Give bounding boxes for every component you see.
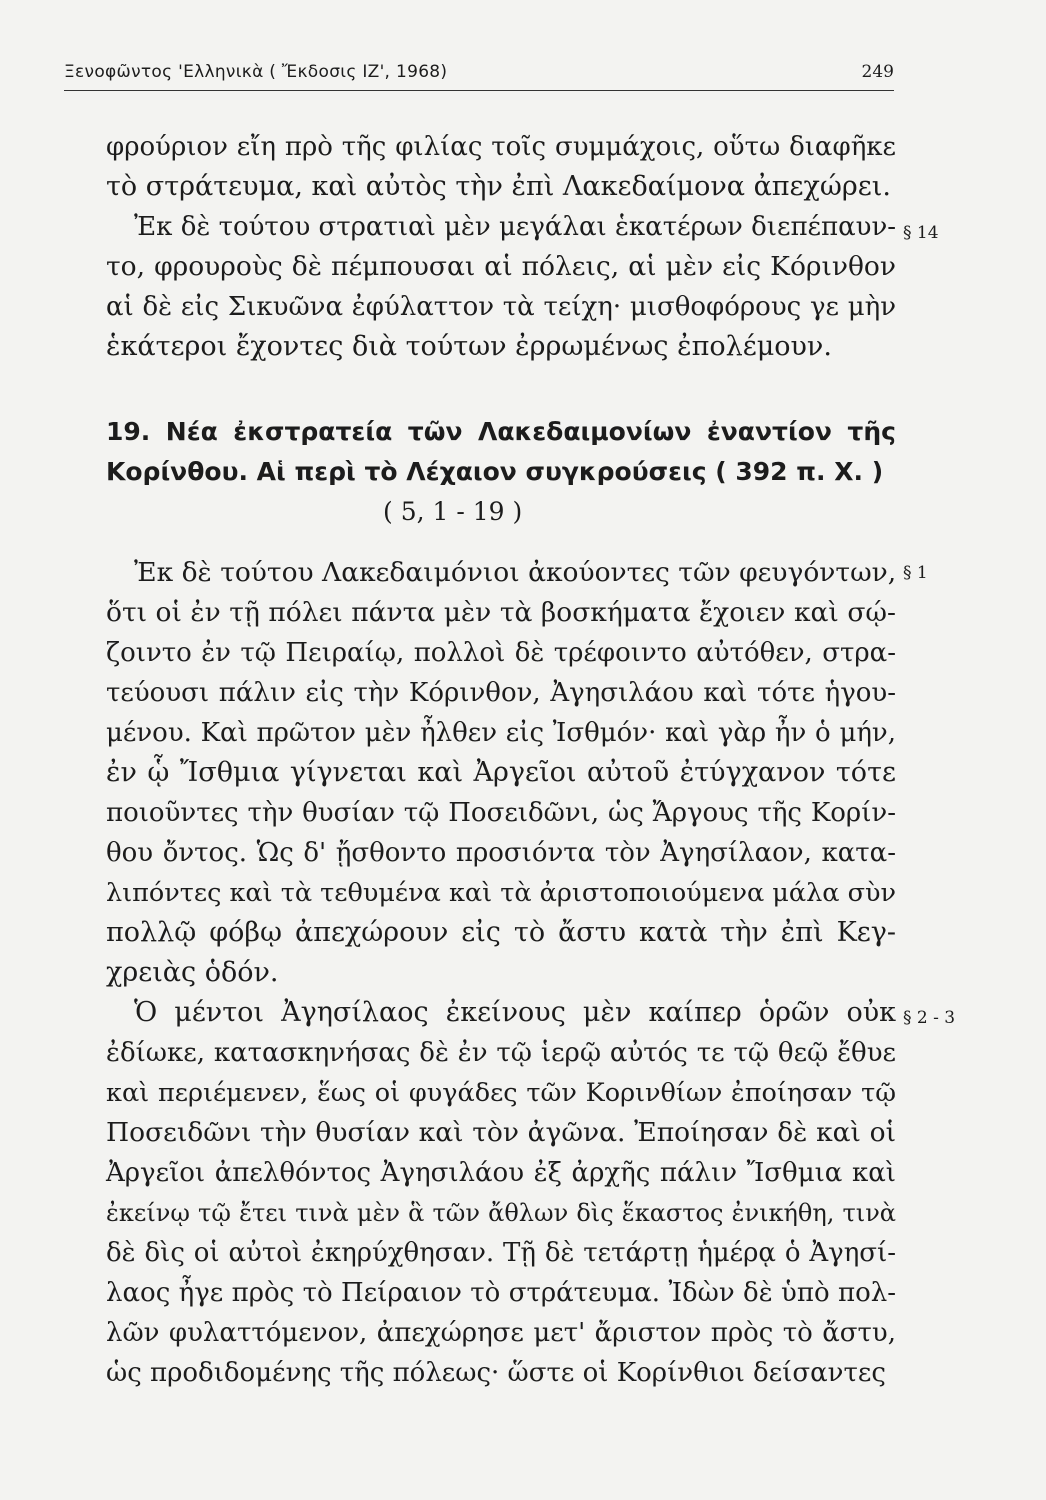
text-line: Ἐκ δὲ τούτου στρατιαὶ μὲν μεγάλαι ἑκατέρων διεπέπαυν- [134,212,897,242]
text-line: τὸ στράτευμα, καὶ αὐτὸς τὴν ἐπὶ Λακεδαίμονα ἀπεχώρει. [106,171,891,202]
text-line: ὡς προδιδομένης τῆς πόλεως· ὥστε οἱ Κορίνθιοι δείσαντες [106,1358,886,1388]
text-line: ἑκάτεροι ἔχοντες διὰ τούτων ἐρρωμένως ἐπολέμουν. [106,331,832,362]
text-line: λῶν φυλαττόμενον, ἀπεχώρησε μετ' ἄριστον πρὸς τὸ ἄστυ, [106,1318,896,1348]
text-line: Ποσειδῶνι τὴν θυσίαν καὶ τὸν ἀγῶνα. Ἐποίησαν δὲ καὶ οἱ [106,1117,896,1148]
text-line: καὶ περιέμενεν, ἕως οἱ φυγάδες τῶν Κορινθίων ἐποίησαν τῷ [106,1078,896,1108]
text-line: αἱ δὲ εἰς Σικυῶνα ἐφύλαττον τὰ τείχη· μισθοφόρους γε μὴν [106,292,896,322]
text-line: θου ὄντος. Ὡς δ' ᾔσθοντο προσιόντα τὸν Ἀγησίλαον, κατα- [106,838,896,868]
marginal-section-number: § 1 [903,563,928,583]
marginal-section-number: § 14 [903,223,939,243]
running-header [64,58,894,91]
page-number: 249 [861,62,894,82]
text-line: δὲ δὶς οἱ αὐτοὶ ἐκηρύχθησαν. Τῇ δὲ τετάρτῃ ἡμέρᾳ ὁ Ἀγησί- [106,1238,896,1268]
text-line: χρειὰς ὁδόν. [106,957,279,988]
text-line: μένου. Καὶ πρῶτον μὲν ἦλθεν εἰς Ἰσθμόν· καὶ γὰρ ἦν ὁ μήν, [106,718,896,748]
text-line: ὅτι οἱ ἐν τῇ πόλει πάντα μὲν τὰ βοσκήματα ἔχοιεν καὶ σῴ- [106,597,896,628]
text-line: ζοιντο ἐν τῷ Πειραίῳ, πολλοὶ δὲ τρέφοιντο αὐτόθεν, στρα- [106,638,896,668]
text-line: τεύουσι πάλιν εἰς τὴν Κόρινθον, Ἀγησιλάου καὶ τότε ἡγου- [106,678,896,708]
text-line: ποιοῦντες τὴν θυσίαν τῷ Ποσειδῶνι, ὡς Ἄργους τῆς Κορίν- [106,798,896,828]
marginal-section-number: § 2 - 3 [903,1008,956,1028]
header-title: Ξενοφῶντος 'Ελληνικὰ ( Ἔκδοσις ΙΖ', 1968) [64,62,448,82]
text-line: το, φρουροὺς δὲ πέμπουσαι αἱ πόλεις, αἱ μὲν εἰς Κόρινθον [106,251,896,282]
text-line: Ἀργεῖοι ἀπελθόντος Ἀγησιλάου ἐξ ἀρχῆς πάλιν Ἴσθμια καὶ [106,1158,896,1188]
chapter-reference: ( 5, 1 - 19 ) [383,497,523,526]
text-line: Ἐκ δὲ τούτου Λακεδαιμόνιοι ἀκούοντες τῶν φευγόντων, [134,557,897,588]
text-line: ἐκείνῳ τῷ ἔτει τινὰ μὲν ἃ τῶν ἄθλων δὶς ἕκαστος ἐνικήθη, τινὰ [106,1199,896,1227]
text-line: Ὁ μέντοι Ἀγησίλαος ἐκείνους μὲν καίπερ ὁρῶν οὐκ [134,997,896,1028]
text-line: λιπόντες καὶ τὰ τεθυμένα καὶ τὰ ἀριστοποιούμενα μάλα σὺν [106,878,896,908]
chapter-heading-line-2: Κορίνθου. Αἱ περὶ τὸ Λέχαιον συγκρούσεις ( 392 π. Χ. ) [106,457,884,486]
text-line: λαος ἦγε πρὸς τὸ Πείραιον τὸ στράτευμα. Ἰδὼν δὲ ὑπὸ πολ- [106,1278,896,1308]
text-line: ἐν ᾧ Ἴσθμια γίγνεται καὶ Ἀργεῖοι αὐτοῦ ἐτύγχανον τότε [106,757,896,788]
text-line: πολλῷ φόβῳ ἀπεχώρουν εἰς τὸ ἄστυ κατὰ τὴν ἐπὶ Κεγ- [106,917,896,948]
text-line: ἐδίωκε, κατασκηνήσας δὲ ἐν τῷ ἱερῷ αὐτός τε τῷ θεῷ ἔθυε [106,1038,896,1068]
chapter-heading-line-1: 19. Νέα ἐκστρατεία τῶν Λακεδαιμονίων ἐναντίον τῆς [106,417,896,446]
text-line: φρούριον εἴη πρὸ τῆς φιλίας τοῖς συμμάχοις, οὕτω διαφῆκε [106,132,896,162]
